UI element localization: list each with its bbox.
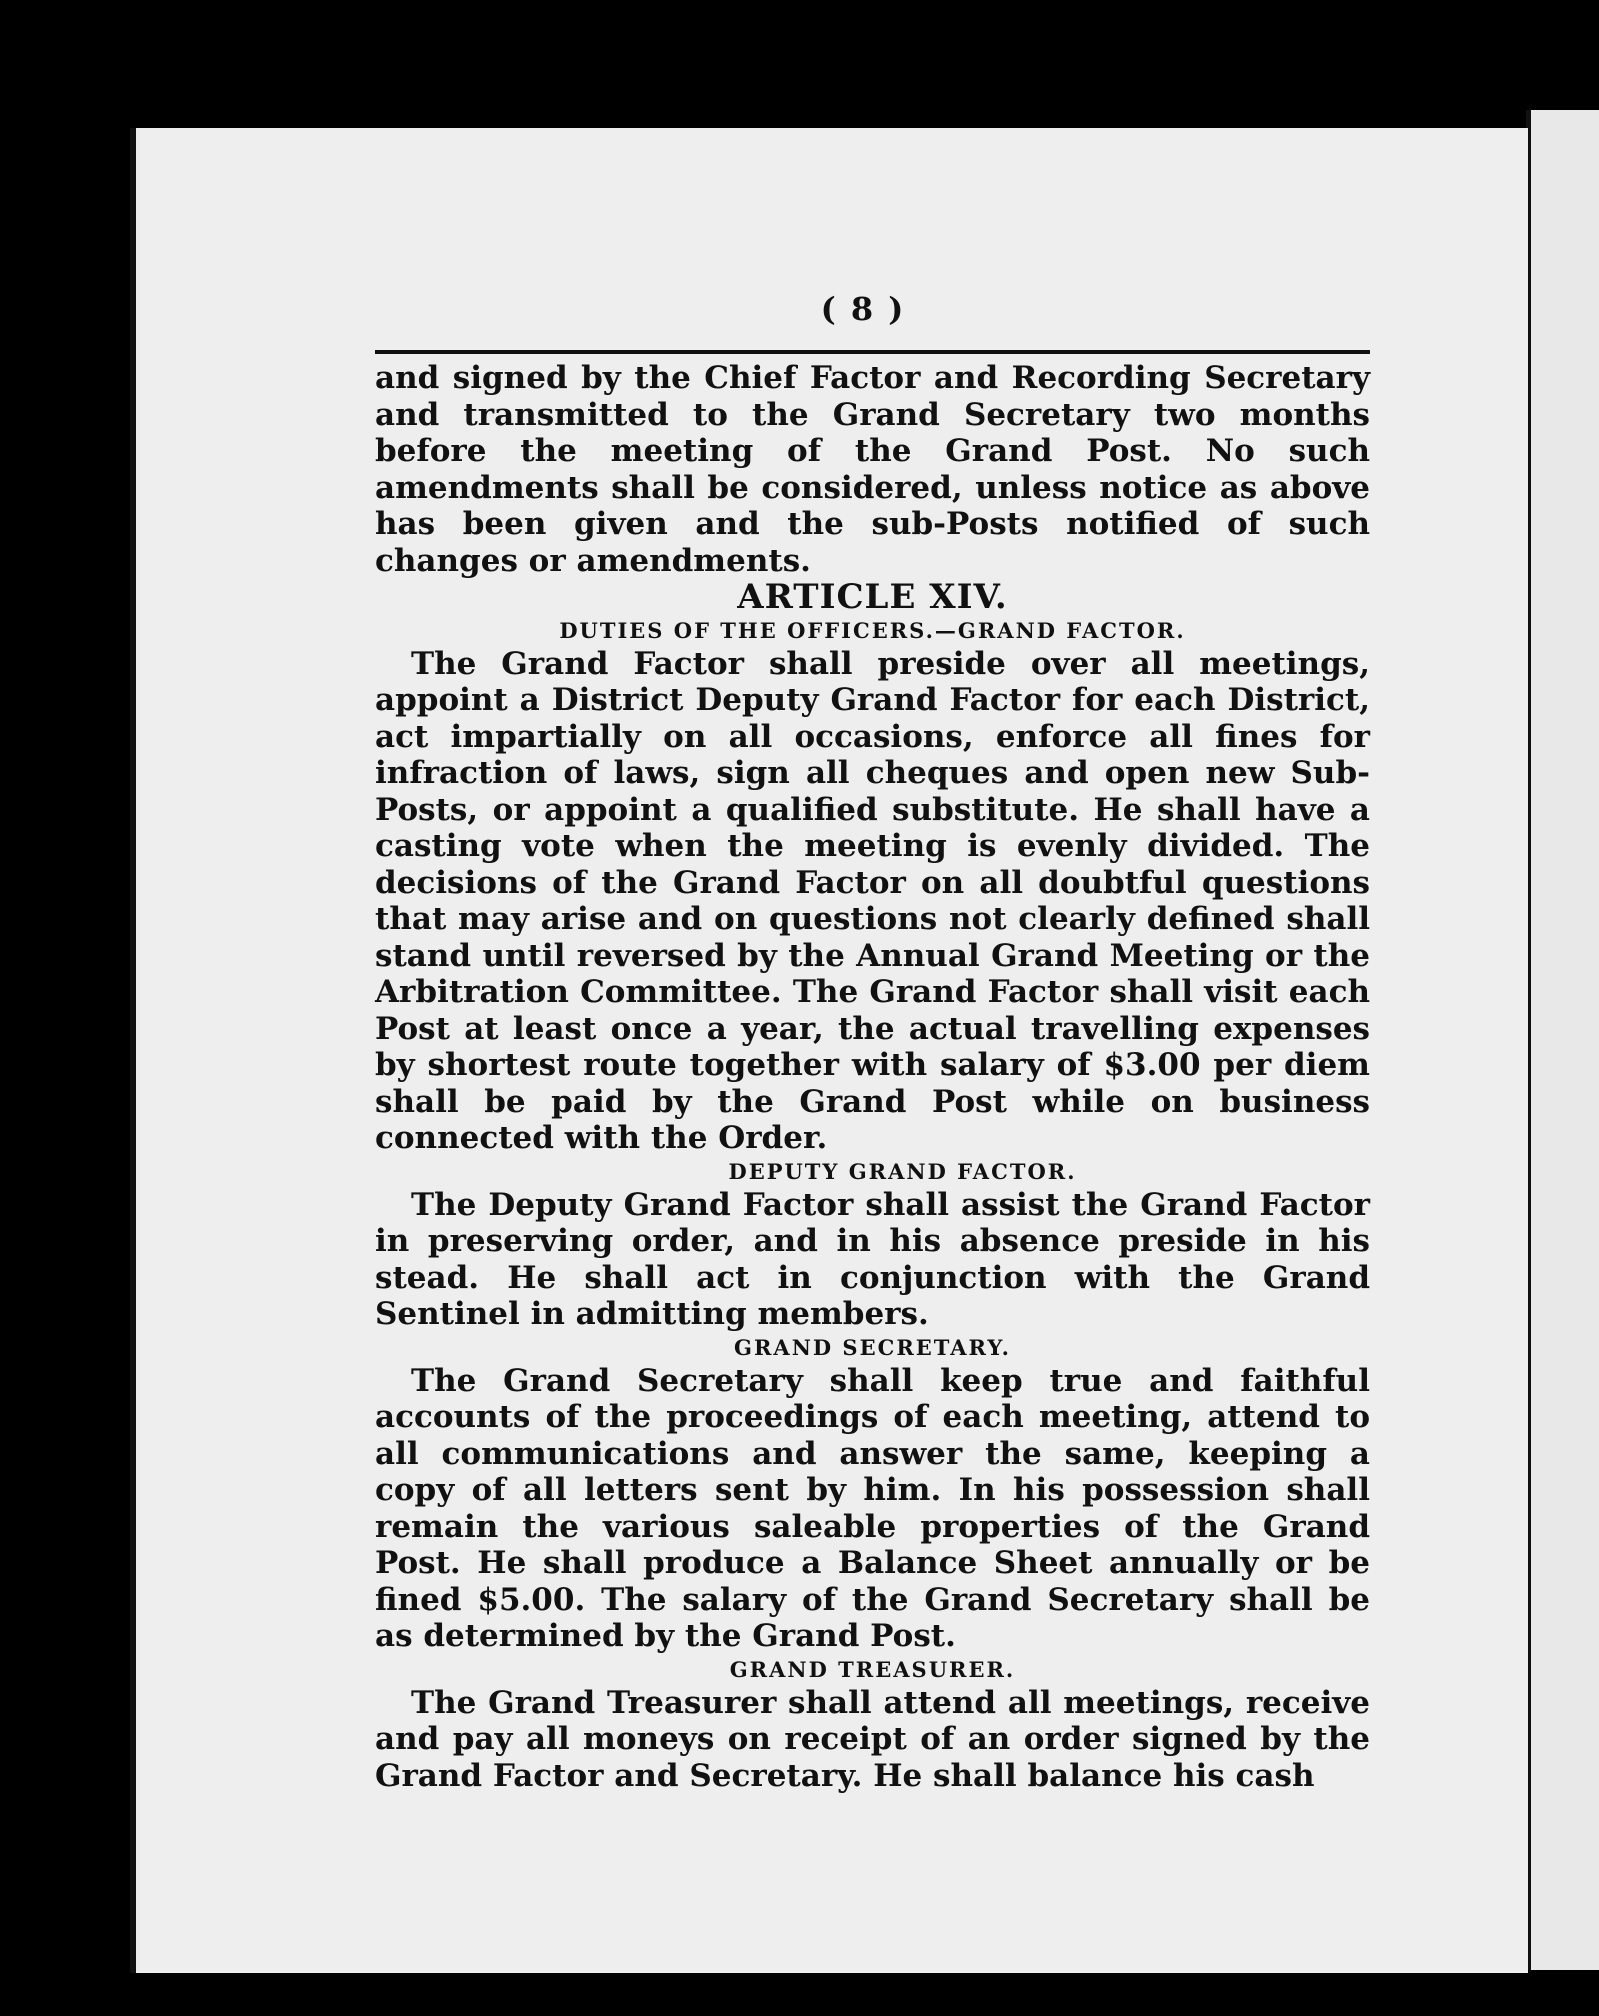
page-number: ( 8 ) [820, 290, 906, 328]
text-column [375, 360, 1370, 1794]
section-heading-deputy-grand-factor: DEPUTY GRAND FACTOR. [728, 1158, 1077, 1184]
adjacent-page-edge [1526, 110, 1599, 1970]
header-rule [375, 350, 1370, 354]
section-text-deputy-grand-factor: The Deputy Grand Factor shall assist the Grand Factor in preserving order, and in his absence preside in his stead. He shall act in conjunction with the Grand Sentinel in admitting members. [375, 1186, 1370, 1332]
section-text-grand-factor: The Grand Factor shall preside over all meetings, appoint a District Deputy Grand Factor for each District, act impartially on all occasions, enforce all fines for infraction of laws, sign all cheques and open new Sub-Posts, or appoint a qualified substitute. He shall have a casting vote when the meeting is evenly divided. The decisions of the Grand Factor on all doubtful questions that may arise and on questions not clearly defined shall stand until reversed by the Annual Grand Meeting or the Arbitration Committee. The Grand Factor shall visit each Post at least once a year, the actual travelling expenses by shortest route together with salary of $3.00 per diem shall be paid by the Grand Post while on business connected with the Order. [375, 645, 1370, 1156]
section-text-grand-treasurer: The Grand Treasurer shall attend all meetings, receive and pay all moneys on receipt of an order signed by the Grand Factor and Secretary. He shall balance his cash [375, 1684, 1370, 1794]
section-heading-grand-secretary: GRAND SECRETARY. [734, 1334, 1011, 1360]
continuation-paragraph: and signed by the Chief Factor and Recording Secretary and transmitted to the Grand Secretary two months before the meeting of the Grand Post. No such amendments shall be considered, unless notice as above has been given and the sub-Posts notified of such changes or amendments. [375, 360, 1370, 579]
section-heading-grand-factor: DUTIES OF THE OFFICERS.—GRAND FACTOR. [559, 617, 1186, 643]
article-heading: ARTICLE XIV. [737, 577, 1008, 617]
section-text-grand-secretary: The Grand Secretary shall keep true and faithful accounts of the proceedings of each meeting, attend to all communications and answer the same, keeping a copy of all letters sent by him. In his possession shall remain the various saleable properties of the Grand Post. He shall produce a Balance Sheet annually or be fined $5.00. The salary of the Grand Secretary shall be as determined by the Grand Post. [375, 1362, 1370, 1654]
section-heading-grand-treasurer: GRAND TREASURER. [729, 1656, 1016, 1682]
